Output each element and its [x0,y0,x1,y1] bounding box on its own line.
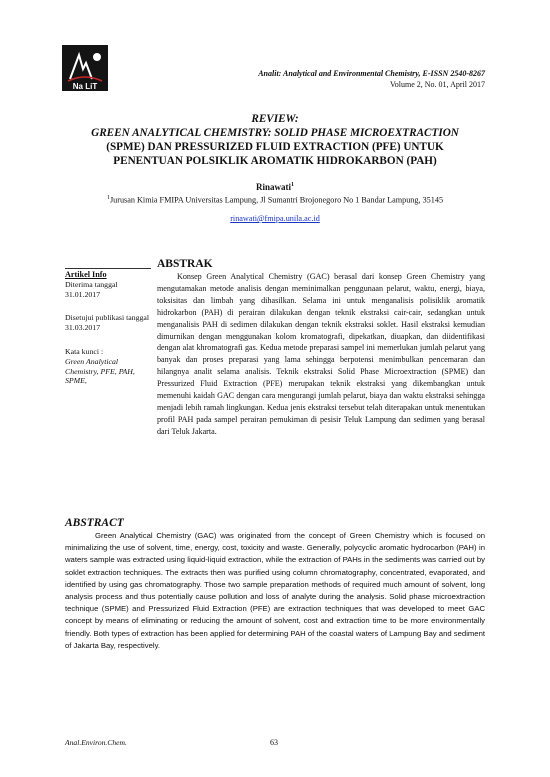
article-info-heading: Artikel Info [65,270,107,279]
received-date: 31.01.2017 [65,289,101,299]
abstract-body [65,530,485,652]
abstrak-body [157,271,485,438]
journal-volume: Volume 2, No. 01, April 2017 [390,80,485,89]
abstract-text: Green Analytical Chemistry (GAC) was originated from the concept of Green Chemistry which is focused on minimalizing the use of solvent, time, energy, cost, toxicity and waste. Generally, polycyclic aromatic hydrocarbon (PAH) in waters sample was extracted using liquid-liquid extraction, while the extraction of PAHs in the sediments was carried out by soklet extraction techniques. The extracts then was purified using column chromatography, concentrated, evaporated, and identified by using gas chromatography. Those two sample preparation methods of required much amount of solvent, long analysis process and thus potentially cause pollution and loss of analyte during the analysis. Solid phase microextraction technique (SPME) and Pressurized Fluid Extraction (PFE) are extraction techniques that was developed to meet GAC concept by means of eliminating or reducing the amount of solvent, cost and extraction time to be more environmentally friendly. Both types of extraction has been applied for determining PAH of the coastal waters of Lampung Bay and sediment of Jakarta Bay, respectively. [65,531,485,650]
affiliation-sup: 1 [106,195,110,201]
affiliation-text: Jurusan Kimia FMIPA Universitas Lampung, Jl Sumantri Brojonegoro No 1 Bandar Lampung, 35145 [109,195,444,205]
author [0,182,550,192]
logo-graphic [62,45,108,91]
footer-journal-abbrev: Anal.Environ.Chem. [65,738,127,747]
page-number: 63 [270,738,278,747]
keywords: Green Analytical Chemistry, PFE, PAH, SPME, [65,356,135,386]
abstract-heading: ABSTRACT [65,517,124,529]
title-line-2: (SPME) DAN PRESSURIZED FLUID EXTRACTION (PFE) UNTUK [106,141,444,153]
affiliation [0,195,550,205]
paper-title [40,112,510,168]
author-name: Rinawati [255,182,291,192]
author-sup: 1 [291,182,294,188]
article-info-box [65,268,151,386]
title-line-3: PENENTUAN POLSIKLIK AROMATIK HIDROKARBON (PAH) [113,155,437,167]
abstrak-text: Konsep Green Analytical Chemistry (GAC) berasal dari konsep Green Chemistry yang mengutamakan metode analisis dengan meminimalkan penggunaan pelarut, waktu, energi, biaya, toksisitas dan limbah yang dihasilkan. Selama ini untuk menganalisis polisiklik aromatik hidrokarbon (PAH) di perairan dilakukan dengan teknik ekstraksi cair-cair, sedangkan untuk menganalisis PAH di sedimen dilakukan dengan teknik ekstraksi soklet. Hasil ekstraksi kemudian dimurnikan dengan menggunakan kolom kromatografi, dipekatkan, diuapkan, dan diidentifikasi dengan alat khromatografi gas. Kedua metode preparasi sampel ini memerlukan jumlah pelarut yang banyak dan proses preparasi yang lama sehingga berpotensi menimbulkan pencemaran dan hilangnya analit selama analisis. Teknik ekstraksi Solid Phase Microextraction (SPME) dan Pressurized Fluid Extraction (PFE) merupakan teknik ekstraksi yang dikembangkan untuk memenuhi kaidah GAC dengan cara mengurangi jumlah pelarut, biaya dan waktu ekstraksi sehingga menjadi lebih ramah lingkungan. Kedua jenis ekstraksi tersebut telah diterapakan untuk menentukan profil PAH pada sampel perairan pemukiman di pesisir Teluk Lampung dan sedimen yang berasal dari Teluk Jakarta. [157,272,485,436]
title-review: REVIEW: [251,113,299,125]
title-line-1: GREEN ANALYTICAL CHEMISTRY: SOLID PHASE MICROEXTRACTION [91,127,459,139]
published-date: 31.03.2017 [65,323,101,333]
received-label: Diterima tanggal [65,279,118,289]
logo-text: Na LiT [72,82,98,91]
author-email-link[interactable]: rinawati@fmipa.unila.ac.id [230,214,320,223]
keywords-label: Kata kunci : [65,346,104,356]
published-label: Disetujui publikasi tanggal [65,313,150,323]
journal-name: Analit: Analytical and Environmental Chemistry, E-ISSN 2540-8267 [258,69,485,78]
journal-header [258,68,485,90]
journal-logo [62,45,108,91]
abstrak-heading: ABSTRAK [157,258,213,270]
